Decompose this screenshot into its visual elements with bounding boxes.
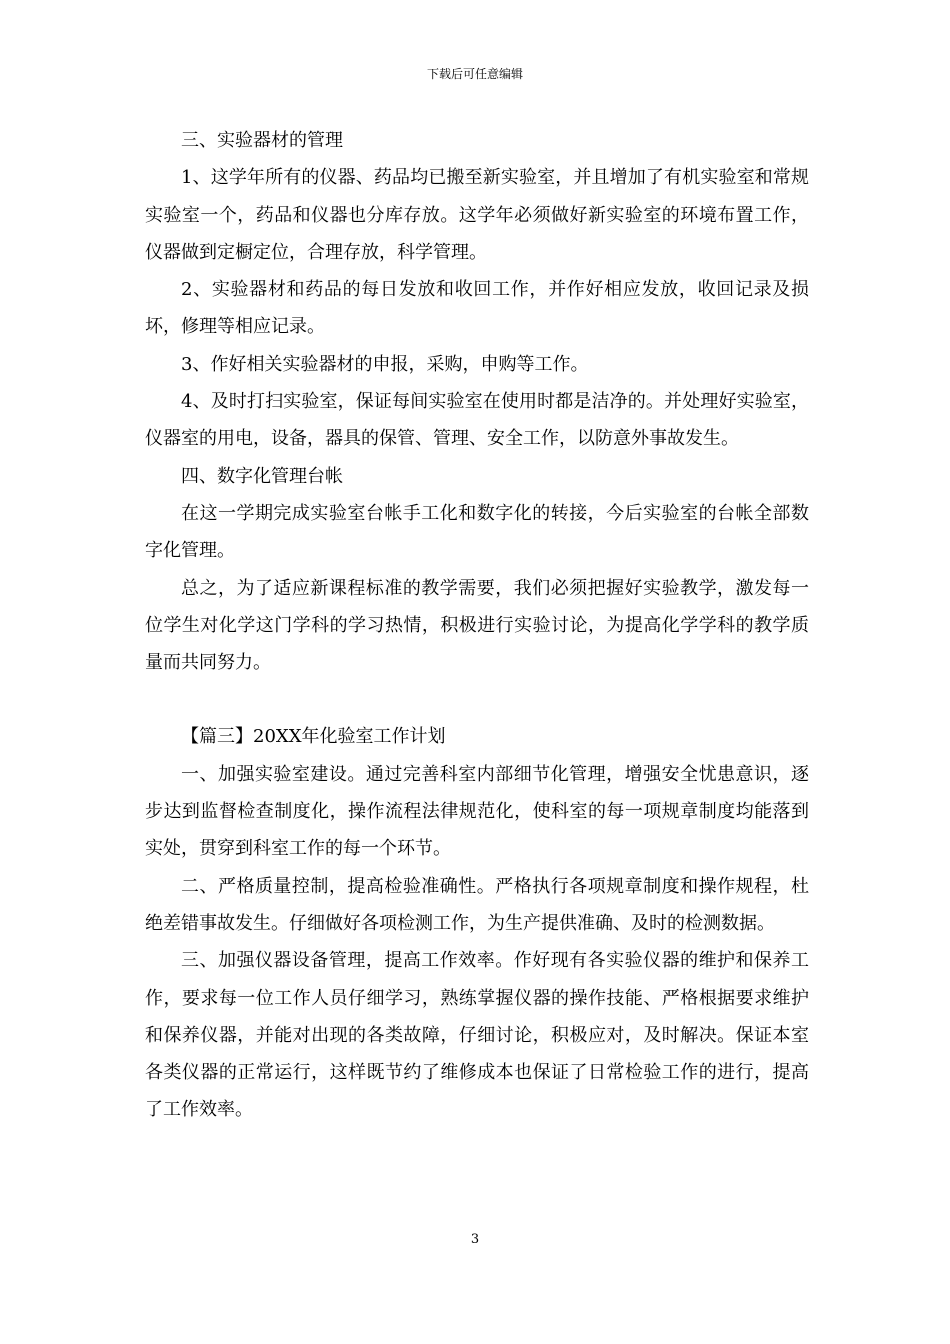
section-heading-digital: 四、数字化管理台帐 (181, 465, 343, 487)
paragraph: 一、加强实验室建设。通过完善科室内部细节化管理，增强安全忧患意识，逐步达到监督检查制度化，操作流程法律规范化，使科室的每一项规章制度均能落到实处，贯穿到科室工作的每一个环节。 (145, 763, 809, 860)
page-number: 3 (470, 1232, 480, 1247)
paragraph: 三、加强仪器设备管理，提高工作效率。作好现有各实验仪器的维护和保养工作，要求每一位工作人员仔细学习，熟练掌握仪器的操作技能、严格根据要求维护和保养仪器，并能对出现的各类故障，仔细讨论，积极应对，及时解决。保证本室各类仪器的正常运行，这样既节约了维修成本也保证了日常检验工作的进行，提高了工作效率。 (145, 950, 809, 1121)
document-body (145, 122, 809, 1129)
section-heading-equipment: 三、实验器材的管理 (181, 130, 343, 151)
paragraph: 3、作好相关实验器材的申报，采购，申购等工作。 (181, 353, 589, 375)
paragraph: 在这一学期完成实验室台帐手工化和数字化的转接，今后实验室的台帐全部数字化管理。 (145, 502, 809, 562)
section-spacer (145, 681, 809, 718)
paragraph: 4、及时打扫实验室，保证每间实验室在使用时都是洁净的。并处理好实验室，仪器室的用电，设备，器具的保管、管理、安全工作，以防意外事故发生。 (145, 391, 809, 450)
paragraph: 总之，为了适应新课程标准的教学需要，我们必须把握好实验教学，激发每一位学生对化学这门学科的学习热情，积极进行实验讨论，为提高化学学科的教学质量而共同努力。 (145, 577, 809, 674)
paragraph: 1、这学年所有的仪器、药品均已搬至新实验室，并且增加了有机实验室和常规实验室一个，药品和仪器也分库存放。这学年必须做好新实验室的环境布置工作，仪器做到定橱定位，合理存放，科学管理。 (145, 167, 809, 263)
article-title: 【篇三】20XX年化验室工作计划 (181, 726, 446, 748)
paragraph: 二、严格质量控制，提高检验准确性。严格执行各项规章制度和操作规程，杜绝差错事故发生。仔细做好各项检测工作，为生产提供准确、及时的检测数据。 (145, 875, 809, 934)
paragraph: 2、实验器材和药品的每日发放和收回工作，并作好相应发放，收回记录及损坏，修理等相应记录。 (145, 279, 809, 338)
page-header: 下载后可任意编辑 (426, 67, 523, 81)
